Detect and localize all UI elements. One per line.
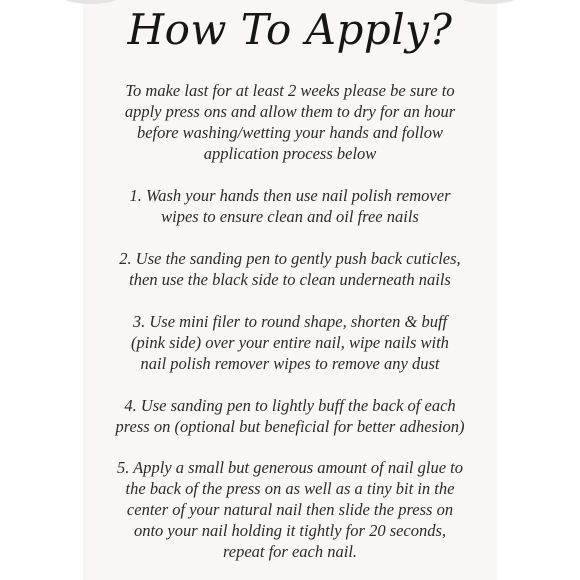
page-title: How To Apply? [127,5,453,54]
step-line: 5. Apply a small but generous amount of nail glue to [116,458,464,477]
step-4 [0,395,580,437]
step-line: 3. Use mini filer to round shape, shorten & buff [132,312,448,331]
intro-paragraph [0,80,580,164]
step-3 [0,311,580,374]
step-line: 1. Wash your hands then use nail polish remover [129,186,451,205]
step-line: 2. Use the sanding pen to gently push back cuticles, [119,249,461,268]
step-2 [0,248,580,290]
intro-line: To make last for at least 2 weeks please be sure to [125,81,455,100]
step-line: nail polish remover wipes to remove any dust [140,354,440,373]
step-line: onto your nail holding it tightly for 20 seconds, [133,521,447,540]
step-line: 4. Use sanding pen to lightly buff the back of each [124,396,456,415]
step-line: the back of the press on as well as a tiny bit in the [125,479,455,498]
intro-line: application process below [203,144,377,163]
intro-line: apply press ons and allow them to dry for an hour [124,102,456,121]
step-line: wipes to ensure clean and oil free nails [161,207,419,226]
step-line: repeat for each nail. [222,542,358,561]
step-line: press on (optional but beneficial for better adhesion) [115,417,465,436]
intro-line: before washing/wetting your hands and follow [136,123,443,142]
step-line: then use the black side to clean underneath nails [129,270,451,289]
step-1 [0,185,580,227]
step-5 [0,457,580,562]
step-line: center of your natural nail then slide the press on [126,500,454,519]
step-line: (pink side) over your entire nail, wipe nails with [131,333,449,352]
